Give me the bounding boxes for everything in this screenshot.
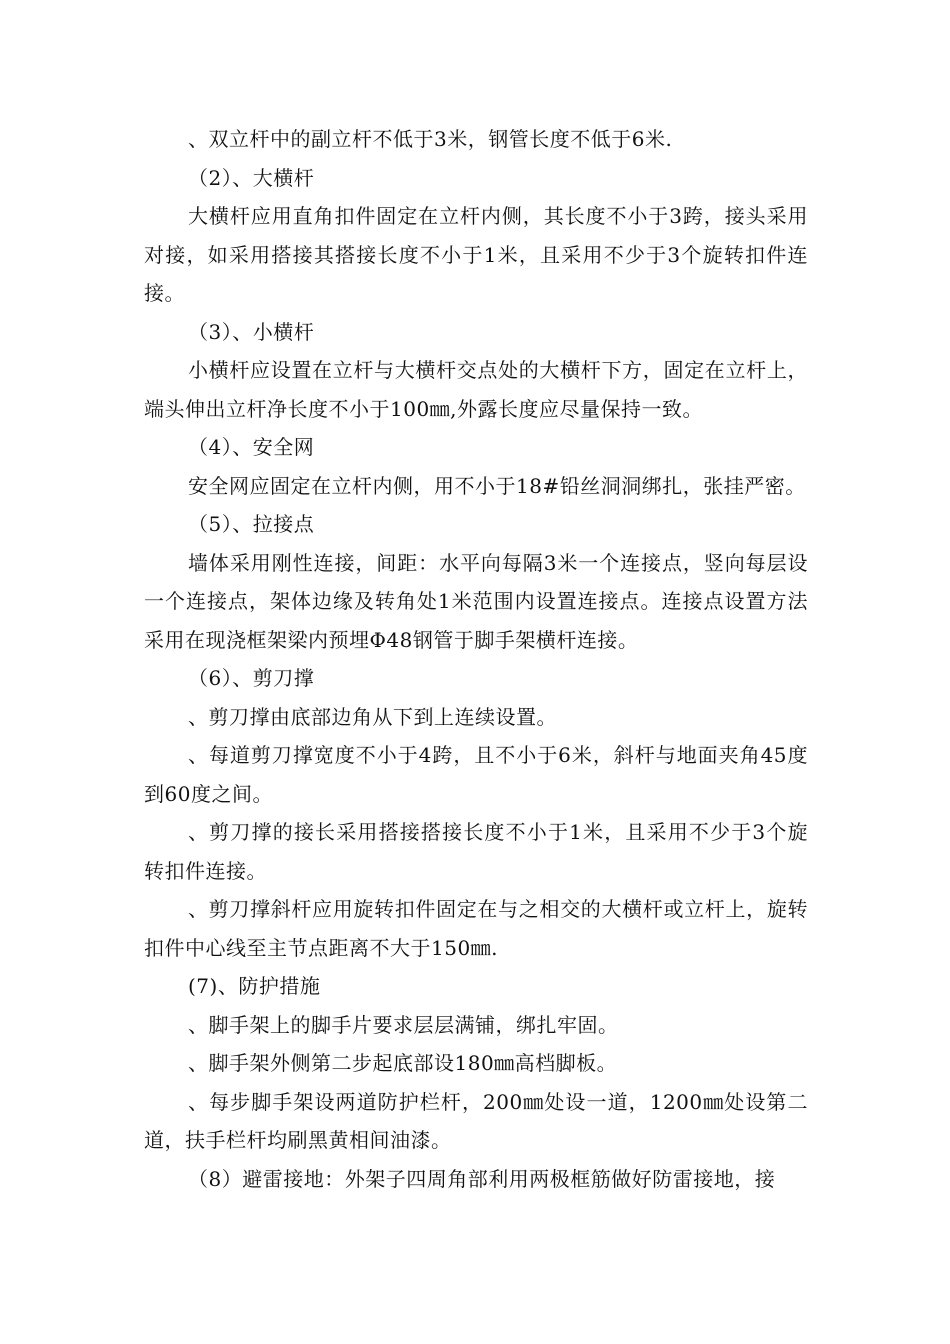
- paragraph: 、双立杆中的副立杆不低于3米，钢管长度不低于6米.: [188, 127, 673, 151]
- section-heading: （3）、小横杆: [188, 319, 315, 344]
- section-heading: （2）、大横杆: [188, 165, 315, 190]
- paragraph: 墙体采用刚性连接，间距：水平向每隔3米一个连接点，竖向每层设一个连接点，架体边缘及转角处1米范围内设置连接点。连接点设置方法采用在现浇框架梁内预埋Φ48钢管于脚手架横杆连接。: [144, 550, 808, 652]
- paragraph: 、脚手架上的脚手片要求层层满铺，绑扎牢固。: [188, 1012, 619, 1037]
- section-heading: （4）、安全网: [188, 435, 315, 459]
- paragraph: 、每道剪刀撑宽度不小于4跨，且不小于6米，斜杆与地面夹角45度到60度之间。: [144, 743, 808, 806]
- document-body: [144, 120, 808, 1198]
- section-heading: (7)、防护措施: [188, 974, 321, 998]
- paragraph: 、剪刀撑由底部边角从下到上连续设置。: [188, 704, 557, 729]
- paragraph: 小横杆应设置在立杆与大横杆交点处的大横杆下方，固定在立杆上，端头伸出立杆净长度不小于100㎜,外露长度应尽量保持一致。: [144, 358, 808, 421]
- paragraph: （8）避雷接地：外架子四周角部利用两极框筋做好防雷接地，接: [188, 1166, 776, 1191]
- paragraph: 、脚手架外侧第二步起底部设180㎜高档脚板。: [188, 1051, 618, 1075]
- paragraph: 大横杆应用直角扣件固定在立杆内侧，其长度不小于3跨，接头采用对接，如采用搭接其搭接长度不小于1米，且采用不少于3个旋转扣件连接。: [144, 204, 808, 305]
- section-heading: （6）、剪刀撑: [188, 666, 315, 690]
- paragraph: 、剪刀撑斜杆应用旋转扣件固定在与之相交的大横杆或立杆上，旋转扣件中心线至主节点距离不大于150㎜.: [144, 897, 808, 960]
- paragraph: 、每步脚手架设两道防护栏杆，200㎜处设一道，1200㎜处设第二道，扶手栏杆均刷黑黄相间油漆。: [144, 1089, 808, 1152]
- paragraph: 、剪刀撑的接长采用搭接搭接长度不小于1米，且采用不少于3个旋转扣件连接。: [144, 820, 808, 883]
- paragraph: 安全网应固定在立杆内侧，用不小于18#铅丝洞洞绑扎，张挂严密。: [188, 473, 806, 498]
- section-heading: （5）、拉接点: [188, 512, 315, 536]
